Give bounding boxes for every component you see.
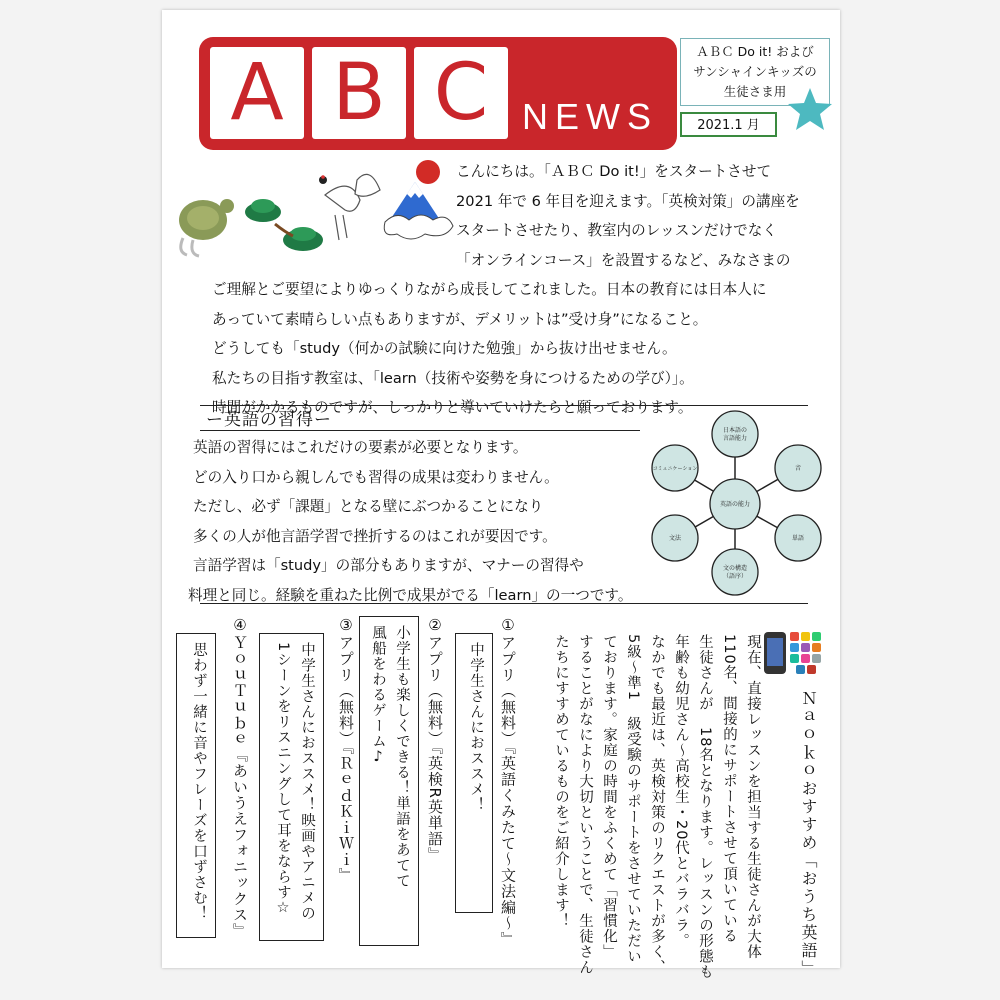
pine-icon — [245, 199, 323, 251]
app-heading-3: ③アプリ（無料）『ＲｅｄＫｉＷｉ』 — [337, 616, 355, 884]
masthead-letter-c: C — [414, 47, 508, 139]
section-heading: ー英語の習得ー — [206, 410, 332, 430]
diagram-node-label: 単語 — [791, 535, 805, 542]
intro-line: スタートさせたり、教室内のレッスンだけでなく — [456, 222, 777, 239]
app-icons-illustration — [762, 630, 826, 676]
diagram-center-label: 英語の能力 — [719, 501, 751, 508]
audience-line: サンシャインキッズの — [693, 64, 817, 79]
audience-line: 生徒さま用 — [723, 84, 787, 99]
intro-line: ご理解とご要望によりゆっくりながら成長してこれました。日本の教育には日本人に — [212, 281, 767, 298]
sun-icon — [416, 160, 440, 184]
masthead-news: NEWS — [522, 96, 658, 137]
intro-line: 2021 年で 6 年目を迎えます。「英検対策」の講座を — [456, 192, 800, 210]
diagram-node-label: 言語能力 — [722, 435, 748, 442]
masthead-letter-b: B — [312, 47, 406, 139]
intro-line: 「オンラインコース」を設置するなど、みなさまの — [456, 251, 791, 269]
app-box-2: 小学生も楽しくできる！単語をあてて 風船をわるゲーム♪ — [359, 616, 419, 946]
star-icon — [786, 86, 834, 132]
section-line: どの入り口から親しんでも習得の成果は変わりません。 — [193, 468, 559, 486]
divider — [200, 603, 808, 604]
turtle-icon — [179, 199, 234, 256]
app-heading-1: ①アプリ（無料）『英語くみたて～文法編～』 — [499, 616, 517, 948]
masthead-letter-a: A — [210, 47, 304, 139]
diagram-node-label: コミュニケーション — [652, 466, 698, 472]
crane-icon — [319, 174, 380, 240]
section-line: 料理と同じ。経験を重ねた比例で成果がでる「learn」の一つです。 — [188, 586, 633, 604]
new-year-illustration — [175, 160, 455, 260]
diagram-node-label: （語序） — [722, 573, 748, 580]
app-heading-4: ④ＹｏｕＴｕｂｅ『あいうえフォニックス』 — [231, 616, 249, 939]
diagram-node-label: 文法 — [668, 535, 682, 542]
divider — [200, 430, 640, 431]
app-box-4: 思わず一緒に音やフレーズを口ずさむ！ — [176, 633, 216, 938]
section-line: ただし、必ず「課題」となる壁にぶつかることになり — [193, 498, 544, 515]
app-box-1: 中学生さんにおススメ！ — [455, 633, 493, 913]
diagram-node-label: 音 — [794, 465, 802, 472]
diagram-node-label: 文の構造 — [722, 565, 748, 572]
intro-line: あっていて素晴らしい点もありますが、デメリットは”受け身”になること。 — [212, 310, 708, 328]
diagram-node-label: 日本語の — [722, 427, 748, 434]
section-line: 言語学習は「study」の部分もありますが、マナーの習得や — [193, 557, 584, 574]
intro-line: 時間がかかるものですが、しっかりと導いていけたらと願っております。 — [212, 399, 693, 416]
intro-line: どうしても「study（何かの試験に向けた勉強」から抜け出せません。 — [212, 340, 677, 357]
intro-line: こんにちは。「ＡＢＣ Do it!」をスタートさせて — [456, 163, 772, 180]
intro-line: 私たちの目指す教室は、「learn（技術や姿勢を身につけるための学び）」。 — [212, 369, 694, 387]
english-ability-diagram — [640, 408, 830, 596]
app-heading-2: ②アプリ（無料）『英検R英単語』 — [426, 616, 444, 863]
recommend-body: 現在、直接レッスンを担当する生徒さんが大体 110名、間接的にサポートさせて頂いている 生徒さんが 18名となります。レッスンの形態も 年齢も幼児さん～高校生・20代とバラバラ。 なかでも最近は、英検対策のリクエストが多く、 5級～準1 級受験のサポートをさせていただい ております。家庭の時間をふくめて「習慣化」 することがなにより大切ということで、生徒さん たちにすすめているものをご紹介します！ — [553, 634, 761, 980]
issue-date: 2021.1 月 — [680, 112, 777, 137]
mount-fuji-icon — [384, 182, 453, 239]
diagram-node — [712, 411, 758, 457]
section-line: 多くの人が他言語学習で挫折するのはこれが要因です。 — [193, 527, 557, 545]
section-line: 英語の習得にはこれだけの要素が必要となります。 — [193, 439, 528, 456]
audience-line: ＡＢＣ Do it! および — [696, 44, 814, 59]
diagram-node — [712, 549, 758, 595]
recommend-title: Ｎａｏｋｏおすすめ「おうち英語」 — [799, 690, 818, 978]
app-box-3: 中学生さんにおススメ！映画やアニメの 1シーンをリスニングして耳をならす☆ — [259, 633, 324, 941]
